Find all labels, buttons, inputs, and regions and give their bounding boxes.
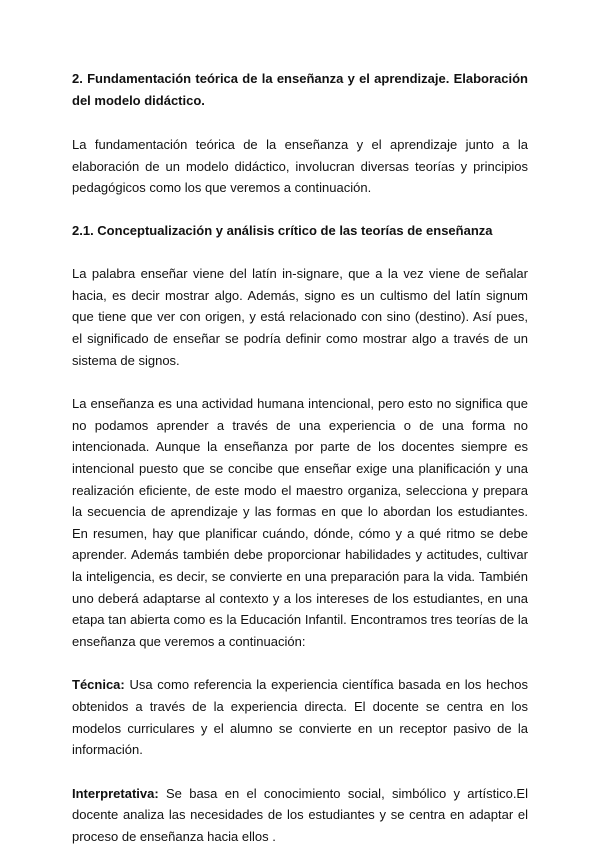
theory-interpretativa	[72, 783, 528, 848]
document-page	[72, 68, 528, 848]
section-heading: 2. Fundamentación teórica de la enseñanza y el aprendizaje. Elaboración del modelo didáctico.	[72, 71, 528, 108]
theory-description: Se basa en el conocimiento social, simbólico y artístico.El docente analiza las necesidades de los estudiantes y se centra en adaptar el proceso de enseñanza hacia ellos .	[72, 785, 528, 844]
theory-tecnica	[72, 674, 528, 760]
subsection-heading: 2.1. Conceptualización y análisis crítico de las teorías de enseñanza	[72, 222, 493, 238]
theory-term: Interpretativa:	[72, 785, 159, 801]
intentional-teaching-paragraph: La enseñanza es una actividad humana intencional, pero esto no significa que no podamos aprender a través de una experiencia o de una forma no intencionada. Aunque la enseñanza por parte de los docentes siempre es intencional puesto que se concibe que enseñar exige una planificación y una realización eficiente, de este modo el maestro organiza, selecciona y prepara la secuencia de aprendizaje y las formas en que lo abordan los estudiantes. En resumen, hay que planificar cuándo, dónde, cómo y a qué ritmo se debe aprender. Además también debe proporcionar habilidades y actitudes, cultivar la inteligencia, es decir, se convierte en una preparación para la vida. También uno deberá adaptarse al contexto y a los intereses de los estudiantes, en una etapa tan abierta como es la Educación Infantil. Encontramos tres teorías de la enseñanza que veremos a continuación:	[72, 396, 528, 649]
intro-paragraph: La fundamentación teórica de la enseñanza y el aprendizaje junto a la elaboración de un modelo didáctico, involucran diversas teorías y principios pedagógicos como los que veremos a continuación.	[72, 137, 528, 196]
theory-description: Usa como referencia la experiencia científica basada en los hechos obtenidos a través de la experiencia directa. El docente se centra en los modelos curriculares y el alumno se convierte en un receptor pasivo de la información.	[72, 677, 528, 758]
theory-term: Técnica:	[72, 677, 125, 693]
etymology-paragraph: La palabra enseñar viene del latín in-signare, que a la vez viene de señalar hacia, es decir mostrar algo. Además, signo es un cultismo del latín signum que tiene que ver con origen, y está relacionado con sino (destino). Así pues, el significado de enseñar se podría definir como mostrar algo a través de un sistema de signos.	[72, 266, 528, 368]
